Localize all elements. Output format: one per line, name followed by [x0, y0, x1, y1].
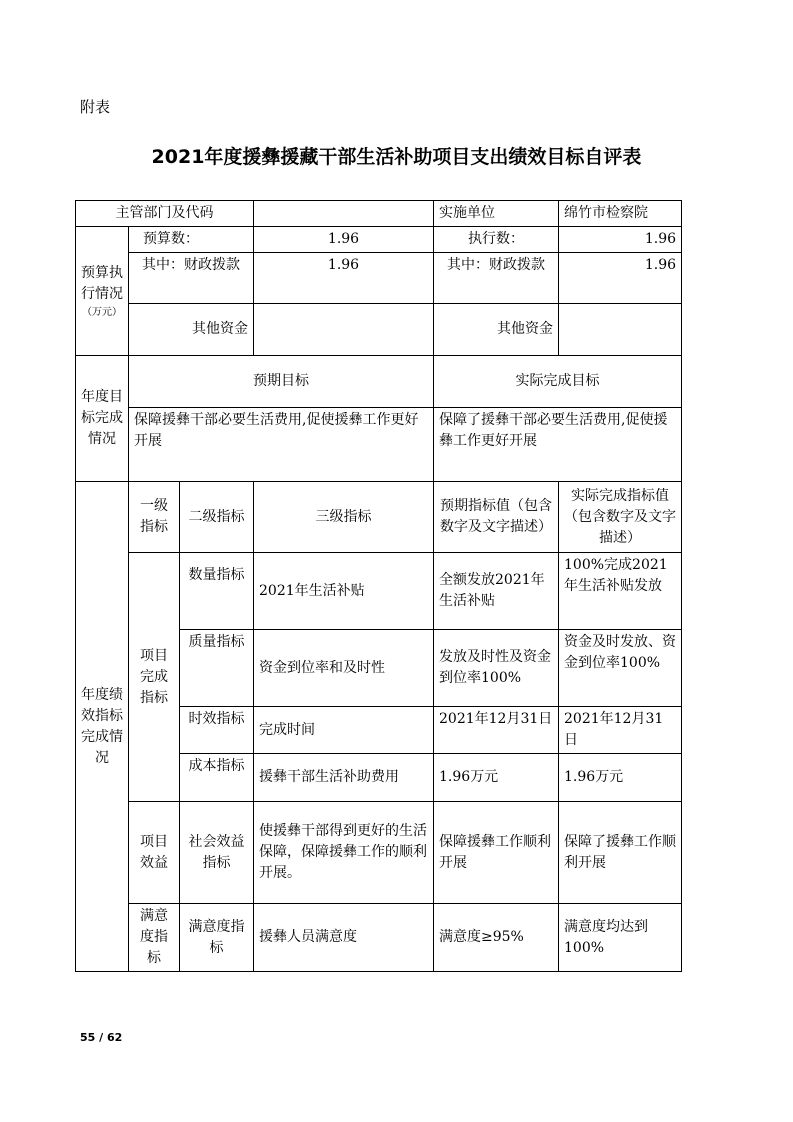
level3-cell: 2021年生活补贴 — [254, 553, 434, 630]
header-level2: 二级指标 — [180, 482, 254, 553]
actual-cell: 1.96万元 — [559, 754, 682, 802]
level2-cell: 数量指标 — [180, 553, 254, 630]
header-level1: 一级指标 — [129, 482, 180, 553]
expected-cell: 发放及时性及资金到位率100% — [434, 630, 559, 707]
expected-cell: 满意度≥95% — [434, 904, 559, 972]
expected-goal-text: 保障援彝干部必要生活费用,促使援彝工作更好开展 — [129, 408, 434, 482]
level2-cell: 时效指标 — [180, 707, 254, 754]
actual-cell: 2021年12月31日 — [559, 707, 682, 754]
fiscal-label-right: 其中：财政拨款 — [434, 253, 559, 304]
actual-cell: 保障了援彝工作顺利开展 — [559, 802, 682, 904]
expected-cell: 保障援彝工作顺利开展 — [434, 802, 559, 904]
budget-unit-note: （万元） — [82, 306, 122, 318]
budget-label: 预算数： — [129, 227, 254, 253]
satisfaction-group-label: 满意度指标 — [129, 904, 180, 972]
annual-goal-section-label: 年度目标完成情况 — [76, 356, 129, 482]
other-value-right — [559, 304, 682, 356]
level3-cell: 援彝人员满意度 — [254, 904, 434, 972]
level3-cell: 援彝干部生活补助费用 — [254, 754, 434, 802]
budget-value: 1.96 — [254, 227, 434, 253]
header-expected: 预期指标值（包含数字及文字描述） — [434, 482, 559, 553]
page-number: 55 / 62 — [80, 1031, 123, 1044]
fiscal-value-right: 1.96 — [559, 253, 682, 304]
budget-section-label — [76, 227, 129, 356]
level3-cell: 使援彝干部得到更好的生活保障，保障援彝工作的顺利开展。 — [254, 802, 434, 904]
fiscal-value-left: 1.96 — [254, 253, 434, 304]
other-value-left — [254, 304, 434, 356]
dept-value — [254, 201, 434, 227]
exec-label: 执行数： — [434, 227, 559, 253]
expected-cell: 1.96万元 — [434, 754, 559, 802]
level2-cell: 社会效益指标 — [180, 802, 254, 904]
unit-label: 实施单位 — [434, 201, 559, 227]
exec-value: 1.96 — [559, 227, 682, 253]
budget-section-text: 预算执行情况 — [81, 264, 123, 302]
expected-goal-header: 预期目标 — [129, 356, 434, 408]
expected-cell: 2021年12月31日 — [434, 707, 559, 754]
performance-section-label: 年度绩效指标完成情况 — [76, 482, 129, 972]
fiscal-label-left: 其中：财政拨款 — [129, 253, 254, 304]
level2-cell: 成本指标 — [180, 754, 254, 802]
actual-goal-header: 实际完成目标 — [434, 356, 682, 408]
output-group-label: 项目完成指标 — [129, 553, 180, 802]
actual-cell: 满意度均达到100% — [559, 904, 682, 972]
benefit-group-label: 项目效益 — [129, 802, 180, 904]
header-level3: 三级指标 — [254, 482, 434, 553]
performance-table — [75, 200, 682, 972]
actual-goal-text: 保障了援彝干部必要生活费用,促使援彝工作更好开展 — [434, 408, 682, 482]
dept-label: 主管部门及代码 — [76, 201, 254, 227]
expected-cell: 全额发放2021年生活补贴 — [434, 553, 559, 630]
document-title: 2021年度援彝援藏干部生活补助项目支出绩效目标自评表 — [151, 146, 642, 168]
actual-cell: 资金及时发放、资金到位率100% — [559, 630, 682, 707]
other-label-left: 其他资金 — [129, 304, 254, 356]
level2-cell: 满意度指标 — [180, 904, 254, 972]
unit-value: 绵竹市检察院 — [559, 201, 682, 227]
header-actual: 实际完成指标值（包含数字及文字描述） — [559, 482, 682, 553]
actual-cell: 100%完成2021年生活补贴发放 — [559, 553, 682, 630]
level3-cell: 资金到位率和及时性 — [254, 630, 434, 707]
level3-cell: 完成时间 — [254, 707, 434, 754]
other-label-right: 其他资金 — [434, 304, 559, 356]
level2-cell: 质量指标 — [180, 630, 254, 707]
attachment-label: 附表 — [80, 98, 111, 116]
